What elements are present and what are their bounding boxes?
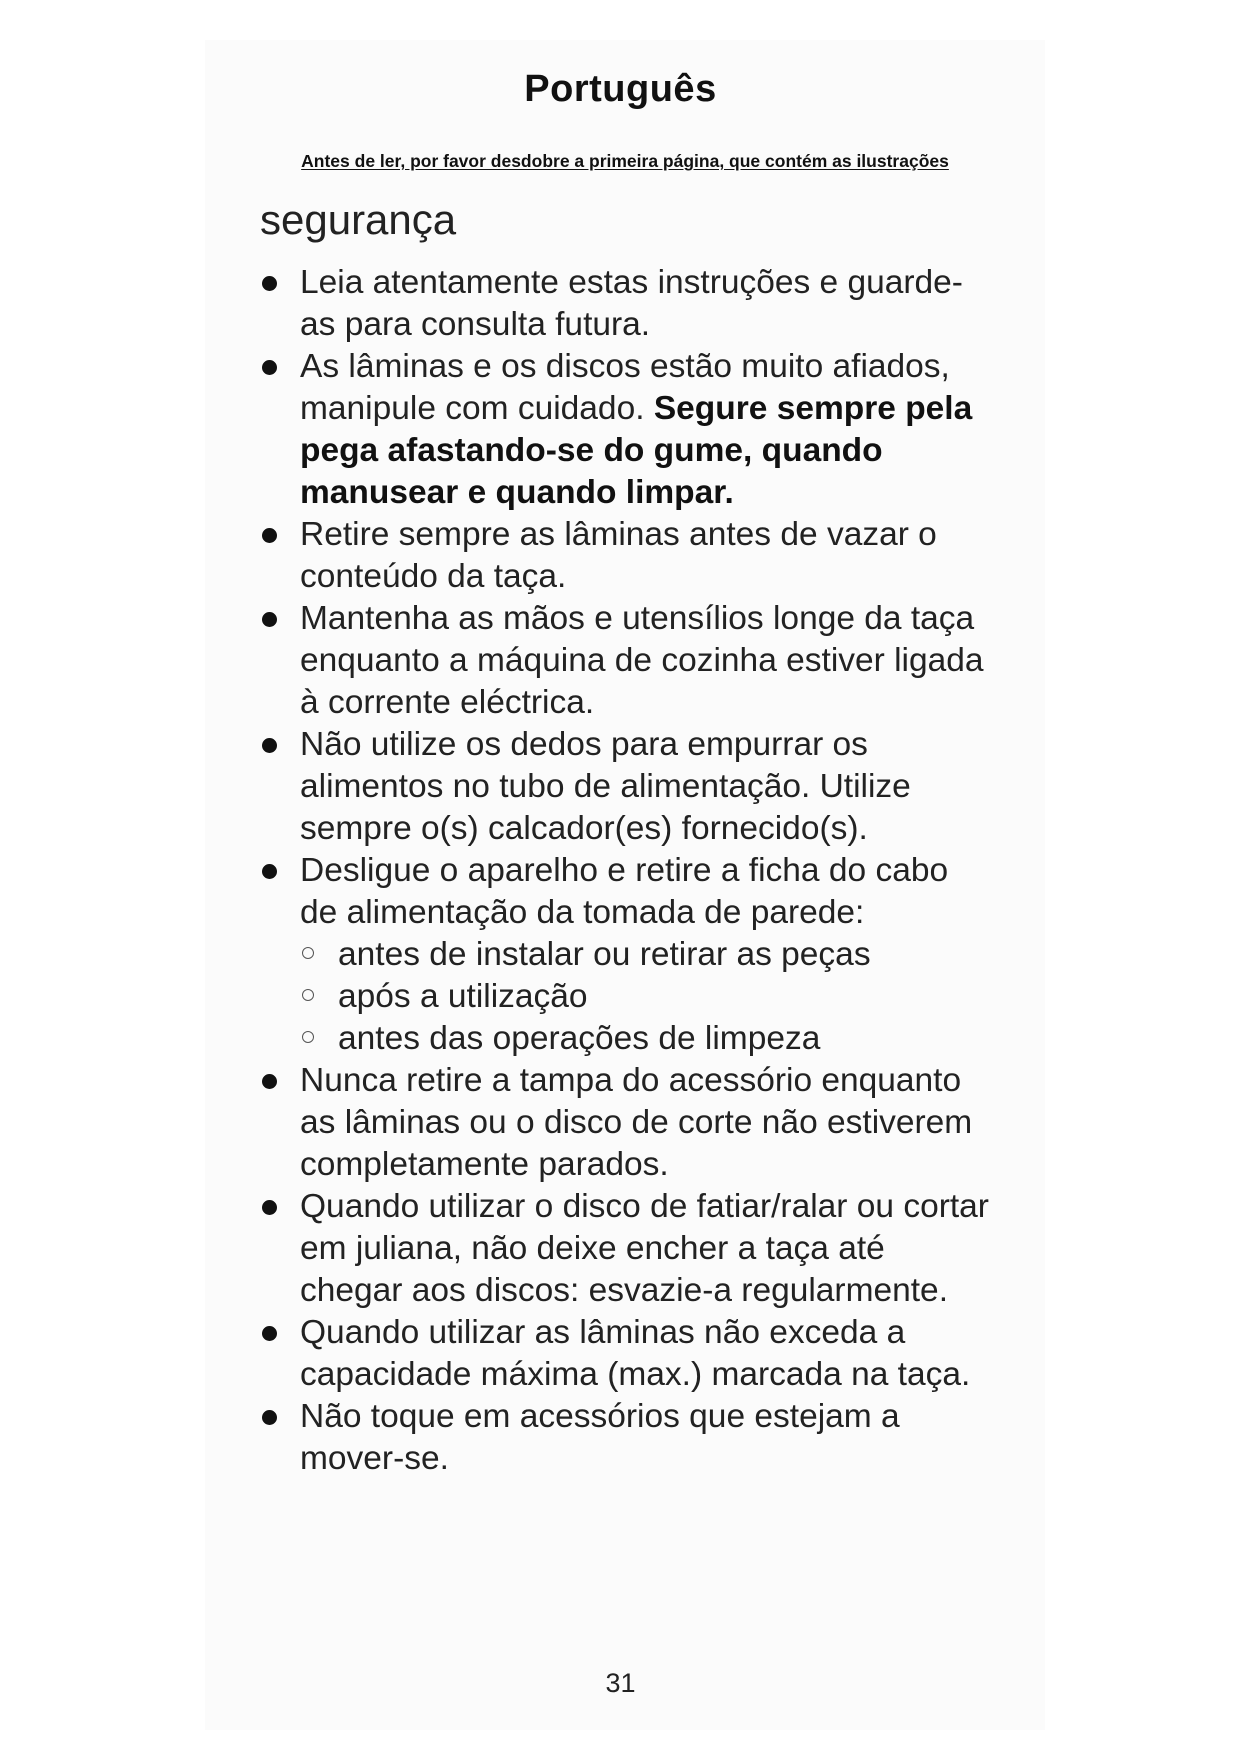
list-item (0, 514, 990, 598)
bullet-icon (262, 1326, 277, 1341)
bullet-icon (262, 360, 277, 375)
item-text: Leia atentamente estas instruções e guarde-as para consulta futura. (300, 264, 963, 343)
sub-list-item (300, 976, 990, 1018)
item-text: Quando utilizar as lâminas não exceda a capacidade máxima (max.) marcada na taça. (300, 1314, 971, 1393)
list-item (0, 598, 990, 724)
bullet-icon (262, 1410, 277, 1425)
bullet-icon (262, 738, 277, 753)
item-text: Desligue o aparelho e retire a ficha do cabo de alimentação da tomada de parede: (300, 852, 949, 931)
item-text: As lâminas e os discos estão muito afiados, manipule com cuidado. (300, 348, 950, 427)
list-item (0, 1060, 990, 1186)
list-item (0, 262, 990, 346)
list-item (0, 1186, 990, 1312)
bullet-icon (262, 1200, 277, 1215)
bullet-icon (262, 612, 277, 627)
safety-list (0, 262, 1241, 1480)
item-text: Retire sempre as lâminas antes de vazar o conteúdo da taça. (300, 516, 937, 595)
sub-list (300, 934, 990, 1060)
circle-bullet-icon (302, 989, 314, 1001)
item-text: Mantenha as mãos e utensílios longe da taça enquanto a máquina de cozinha estiver ligada à corrente eléctrica. (300, 600, 984, 721)
sub-item-text: antes das operações de limpeza (338, 1020, 821, 1057)
list-item (0, 724, 990, 850)
bullet-icon (262, 864, 277, 879)
list-item (0, 850, 990, 1060)
item-text: Não utilize os dedos para empurrar os alimentos no tubo de alimentação. Utilize sempre o(s) calcador(es) fornecido(s). (300, 726, 911, 847)
sub-list-item (300, 1018, 990, 1060)
list-item (0, 346, 990, 514)
item-text: Não toque em acessórios que estejam a mover-se. (300, 1398, 900, 1477)
bullet-icon (262, 1074, 277, 1089)
sub-item-text: após a utilização (338, 978, 588, 1015)
sub-list-item (300, 934, 990, 976)
illustrations-note: Antes de ler, por favor desdobre a primeira página, que contém as ilustrações (301, 151, 949, 171)
item-text: Quando utilizar o disco de fatiar/ralar ou cortar em juliana, não deixe encher a taça até chegar aos discos: esvazie-a regularmente. (300, 1188, 989, 1309)
bullet-icon (262, 528, 277, 543)
sub-item-text: antes de instalar ou retirar as peças (338, 936, 871, 973)
bullet-icon (262, 276, 277, 291)
page-number: 31 (605, 1668, 636, 1698)
page-title: Português (524, 68, 717, 110)
circle-bullet-icon (302, 1031, 314, 1043)
list-item (0, 1312, 990, 1396)
item-text: Nunca retire a tampa do acessório enquanto as lâminas ou o disco de corte não estiverem completamente parados. (300, 1062, 973, 1183)
section-heading: segurança (260, 196, 457, 243)
circle-bullet-icon (302, 947, 314, 959)
list-item (0, 1396, 990, 1480)
item-bold-text: Segure sempre pela pega afastando-se do gume, quando manusear e quando limpar. (300, 390, 973, 511)
